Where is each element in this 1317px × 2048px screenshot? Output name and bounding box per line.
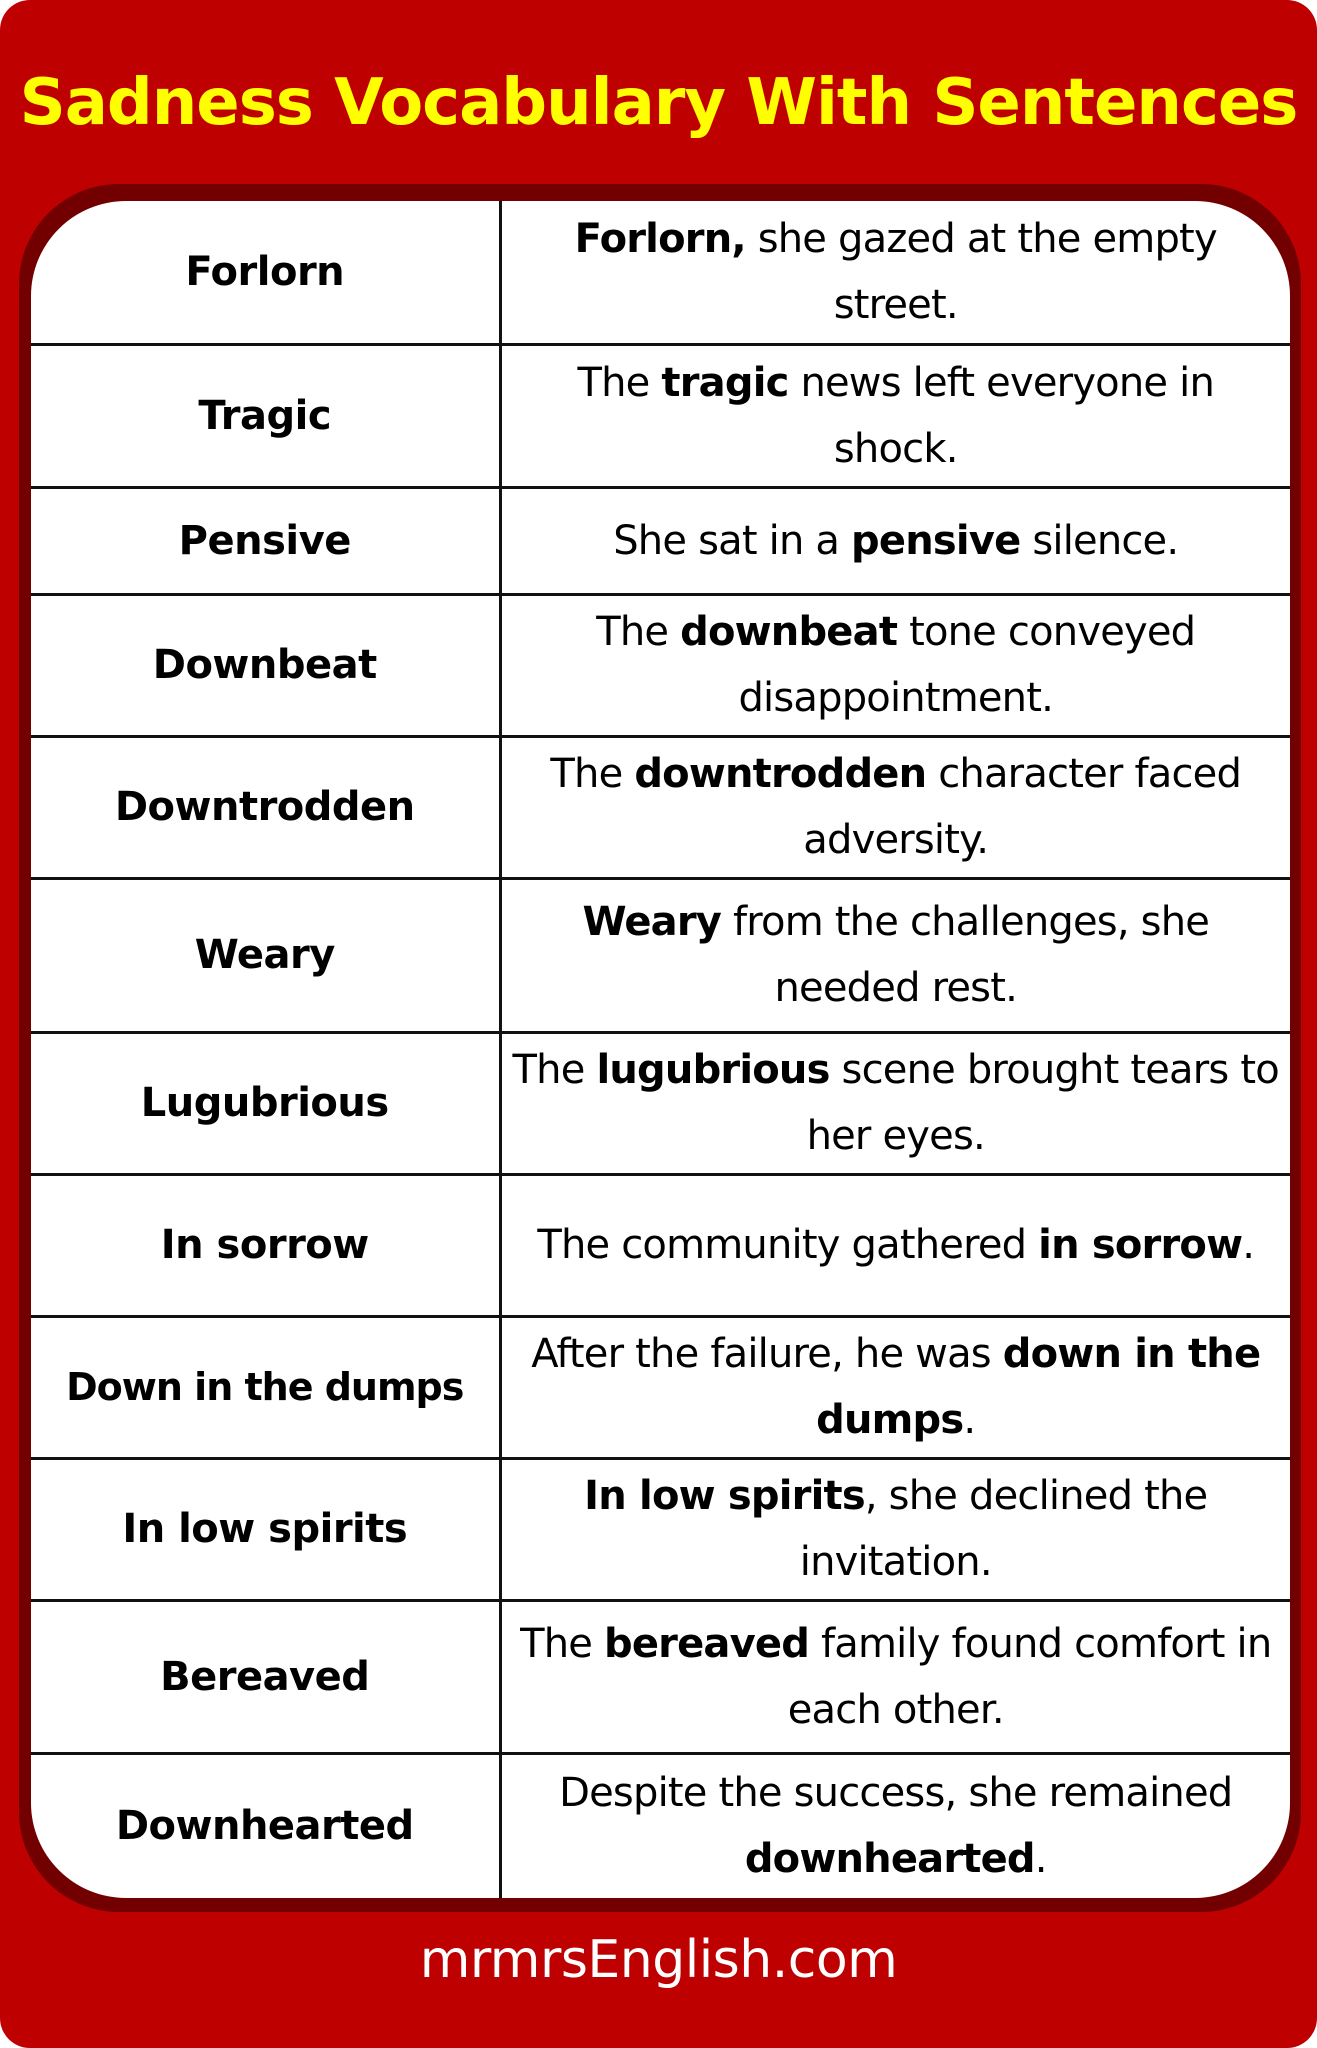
table-row	[31, 201, 1290, 344]
sentence-text: scene brought tears to her eyes.	[806, 1047, 1279, 1159]
vocab-word: Downbeat	[31, 594, 500, 736]
vocab-word: Downhearted	[31, 1753, 500, 1898]
sentence-text: She sat in a	[613, 517, 852, 564]
table-row	[31, 594, 1290, 736]
sentence-text: The	[596, 609, 681, 655]
table-row	[31, 344, 1290, 487]
example-sentence	[500, 1458, 1290, 1600]
sentence-text: family found comfort in each other.	[787, 1620, 1272, 1733]
table-row	[31, 736, 1290, 878]
sentence-keyword: pensive	[851, 517, 1021, 564]
example-sentence	[500, 878, 1290, 1032]
vocab-word: Pensive	[31, 487, 500, 594]
example-sentence	[500, 1174, 1290, 1316]
sentence-keyword: Weary	[582, 899, 722, 945]
vocab-word: Lugubrious	[31, 1032, 500, 1174]
sentence-keyword: Forlorn,	[574, 215, 746, 262]
sentence-text: from the challenges, she needed rest.	[721, 899, 1210, 1011]
sentence-keyword: downhearted	[744, 1836, 1035, 1883]
sentence-text: .	[1242, 1222, 1255, 1268]
sentence-text: news left everyone in shock.	[788, 359, 1214, 472]
vocab-word: Downtrodden	[31, 736, 500, 878]
table-row	[31, 1174, 1290, 1316]
vocab-word: Bereaved	[31, 1600, 500, 1753]
sentence-keyword: in sorrow	[1038, 1222, 1243, 1268]
sentence-keyword: In low spirits	[584, 1473, 865, 1519]
table-row	[31, 1032, 1290, 1174]
sentence-text: The	[577, 359, 662, 406]
example-sentence	[500, 1600, 1290, 1753]
vocab-word: Down in the dumps	[31, 1316, 500, 1458]
sentence-keyword: downtrodden	[634, 751, 927, 797]
example-sentence	[500, 736, 1290, 878]
vocab-word: In sorrow	[31, 1174, 500, 1316]
sentence-text: , she declined the invitation.	[799, 1473, 1208, 1585]
example-sentence	[500, 201, 1290, 344]
example-sentence	[500, 594, 1290, 736]
example-sentence	[500, 344, 1290, 487]
sentence-text: The	[512, 1047, 597, 1093]
sentence-text: The	[520, 1620, 605, 1667]
example-sentence	[500, 1032, 1290, 1174]
table-row	[31, 1458, 1290, 1600]
vocab-word: Tragic	[31, 344, 500, 487]
sentence-keyword: down in the dumps	[816, 1331, 1261, 1443]
example-sentence	[500, 1753, 1290, 1898]
sentence-keyword: bereaved	[604, 1620, 810, 1667]
sentence-text: After the failure, he was	[531, 1331, 1003, 1377]
sentence-keyword: tragic	[661, 359, 789, 406]
vocab-word: Weary	[31, 878, 500, 1032]
table-row	[31, 1753, 1290, 1898]
sentence-text: .	[1034, 1836, 1047, 1883]
sentence-text: Despite the success, she remained	[559, 1770, 1233, 1817]
sentence-text: tone conveyed disappointment.	[738, 609, 1196, 721]
sentence-text: she gazed at the empty street.	[745, 215, 1217, 328]
sentence-keyword: downbeat	[680, 609, 898, 655]
sentence-text: .	[963, 1397, 976, 1443]
table-row	[31, 878, 1290, 1032]
table-row	[31, 1600, 1290, 1753]
page-title: Sadness Vocabulary With Sentences	[19, 66, 1298, 140]
vocabulary-table	[31, 201, 1290, 1898]
vocab-word: In low spirits	[31, 1458, 500, 1600]
sentence-text: character faced adversity.	[803, 751, 1242, 863]
sentence-text: The	[550, 751, 635, 797]
vocab-word: Forlorn	[31, 201, 500, 344]
sentence-text: silence.	[1020, 517, 1179, 564]
example-sentence	[500, 487, 1290, 594]
table-row	[31, 1316, 1290, 1458]
vocabulary-table-container	[31, 201, 1290, 1898]
sentence-keyword: lugubrious	[596, 1047, 830, 1093]
example-sentence	[500, 1316, 1290, 1458]
sentence-text: The community gathered	[537, 1222, 1039, 1268]
table-row	[31, 487, 1290, 594]
website-footer: mrmrsEnglish.com	[419, 1930, 898, 1990]
